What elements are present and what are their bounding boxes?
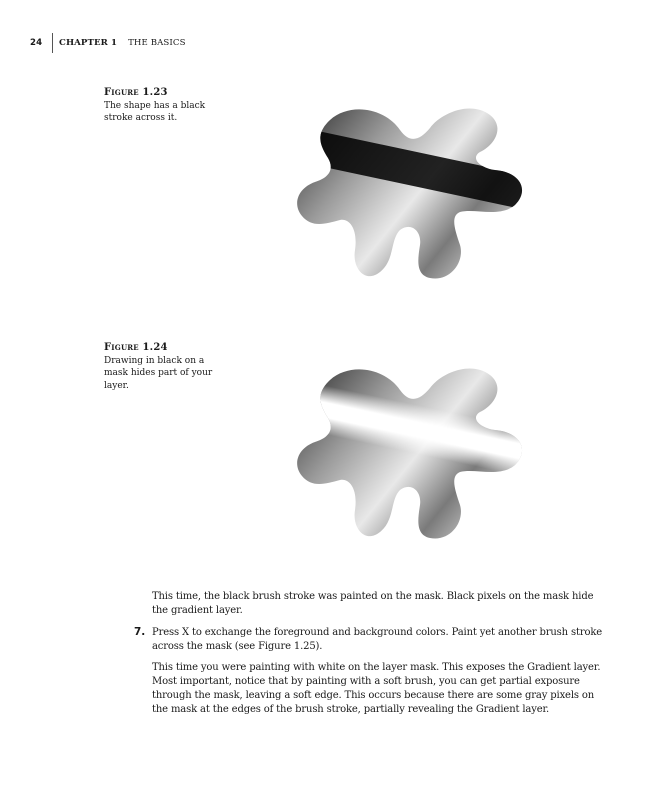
- figure-label: Figure 1.24: [104, 342, 168, 353]
- chapter-label: CHAPTER 1: [59, 38, 118, 48]
- step-7-text: Press X to exchange the foreground and background colors. Paint yet another brush stroke across the mask (see Figure 1.25).: [152, 627, 603, 652]
- figure-caption-text: The shape has a black stroke across it.: [104, 101, 206, 124]
- step-7-text-block: [152, 626, 612, 662]
- figure-caption-text: Drawing in black on a mask hides part of your layer.: [104, 356, 213, 391]
- running-header: [30, 33, 186, 53]
- figure-label: Figure 1.23: [104, 87, 168, 98]
- page-number: 24: [30, 38, 43, 48]
- figure-1-24-image: [290, 360, 540, 545]
- figure-caption-1-23: [104, 87, 229, 125]
- chapter-title: THE BASICS: [128, 38, 186, 48]
- paragraph: This time, the black brush stroke was painted on the mask. Black pixels on the mask hide the gradient layer.: [152, 591, 594, 616]
- figure-1-23-image: [290, 100, 540, 285]
- body-paragraph-2: [152, 661, 612, 725]
- header-divider: [52, 33, 53, 53]
- paragraph: This time you were painting with white on the layer mask. This exposes the Gradient layer. Most important, notice that by painting with a soft brush, you can get partial exposure through the mask, leaving a soft edge. This occurs because there are some gray pixels on the mask at the edges of the brush stroke, partially revealing the Gradient layer.: [152, 662, 601, 715]
- figure-caption-1-24: [104, 342, 229, 392]
- step-number: 7.: [134, 626, 146, 638]
- body-paragraph-1: [152, 590, 612, 626]
